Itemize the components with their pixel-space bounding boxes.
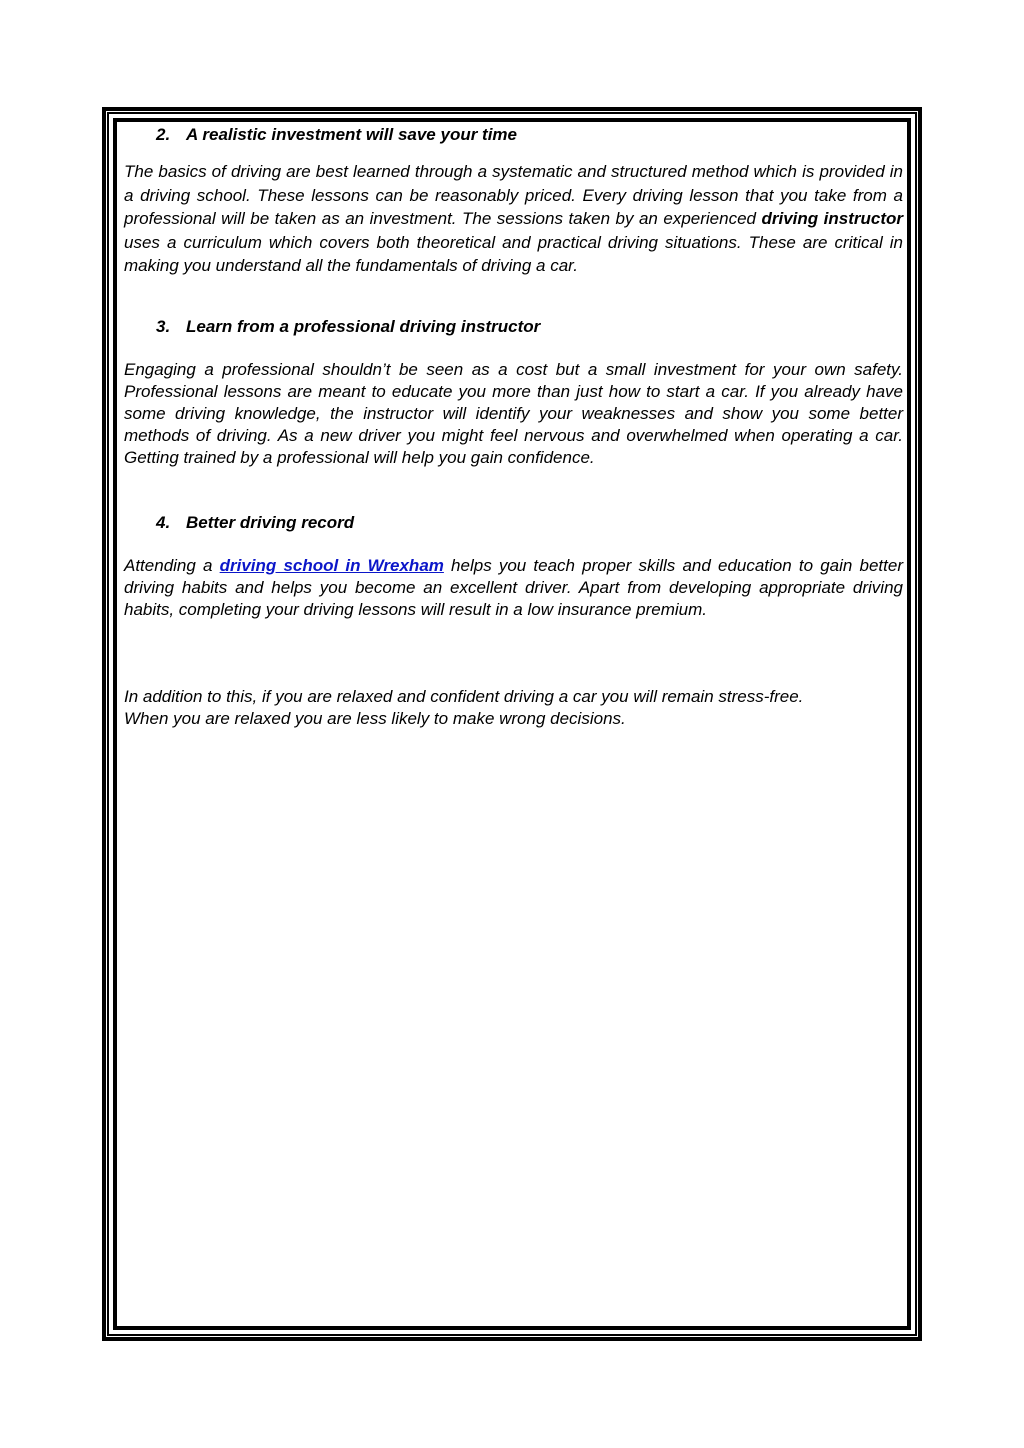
keyword-driving-instructor: driving instructor xyxy=(761,209,904,229)
paragraph-text: The basics of driving are best learned through a systematic and structured method which is provided in a driving school. These lessons can be reasonably priced. Every driving lesson that you take from a professional will be taken as an investment. The sessions taken by an experienced xyxy=(124,162,903,229)
paragraph-text: helps you teach proper skills and education to gain better driving habits and helps you become an excellent driver. Apart from developing appropriate driving habits, completing your driving lessons will result in a low insurance premium. xyxy=(124,556,903,619)
driving-school-link[interactable]: driving school in Wrexham xyxy=(219,556,444,575)
section-paragraph-4 xyxy=(124,555,903,621)
section-paragraph-2 xyxy=(124,160,903,278)
paragraph-text: Engaging a professional shouldn’t be seen as a cost but a small investment for your own safety. Professional lessons are meant to educate you more than just how to start a car. If you already have some driving knowledge, the instructor will identify your weaknesses and show you some better methods of driving. As a new driver you might feel nervous and overwhelmed when operating a car. Getting trained by a professional will help you gain confidence. xyxy=(124,360,903,467)
section-number: 2. xyxy=(156,125,171,144)
closing-line-2: When you are relaxed you are less likely to make wrong decisions. xyxy=(124,709,626,728)
section-heading-4 xyxy=(156,512,354,534)
section-heading-2 xyxy=(156,124,517,146)
section-heading-3 xyxy=(156,316,540,338)
section-title: Better driving record xyxy=(186,513,355,532)
paragraph-text: Attending a xyxy=(124,556,220,575)
section-number: 4. xyxy=(156,513,171,532)
closing-paragraph xyxy=(124,686,903,730)
section-paragraph-3 xyxy=(124,359,903,469)
section-title: Learn from a professional driving instructor xyxy=(186,317,541,336)
section-number: 3. xyxy=(156,317,171,336)
section-title: A realistic investment will save your time xyxy=(186,125,518,144)
paragraph-text: uses a curriculum which covers both theoretical and practical driving situations. These are critical in making you understand all the fundamentals of driving a car. xyxy=(124,232,903,276)
closing-line-1: In addition to this, if you are relaxed and confident driving a car you will remain stress-free. xyxy=(124,687,804,706)
